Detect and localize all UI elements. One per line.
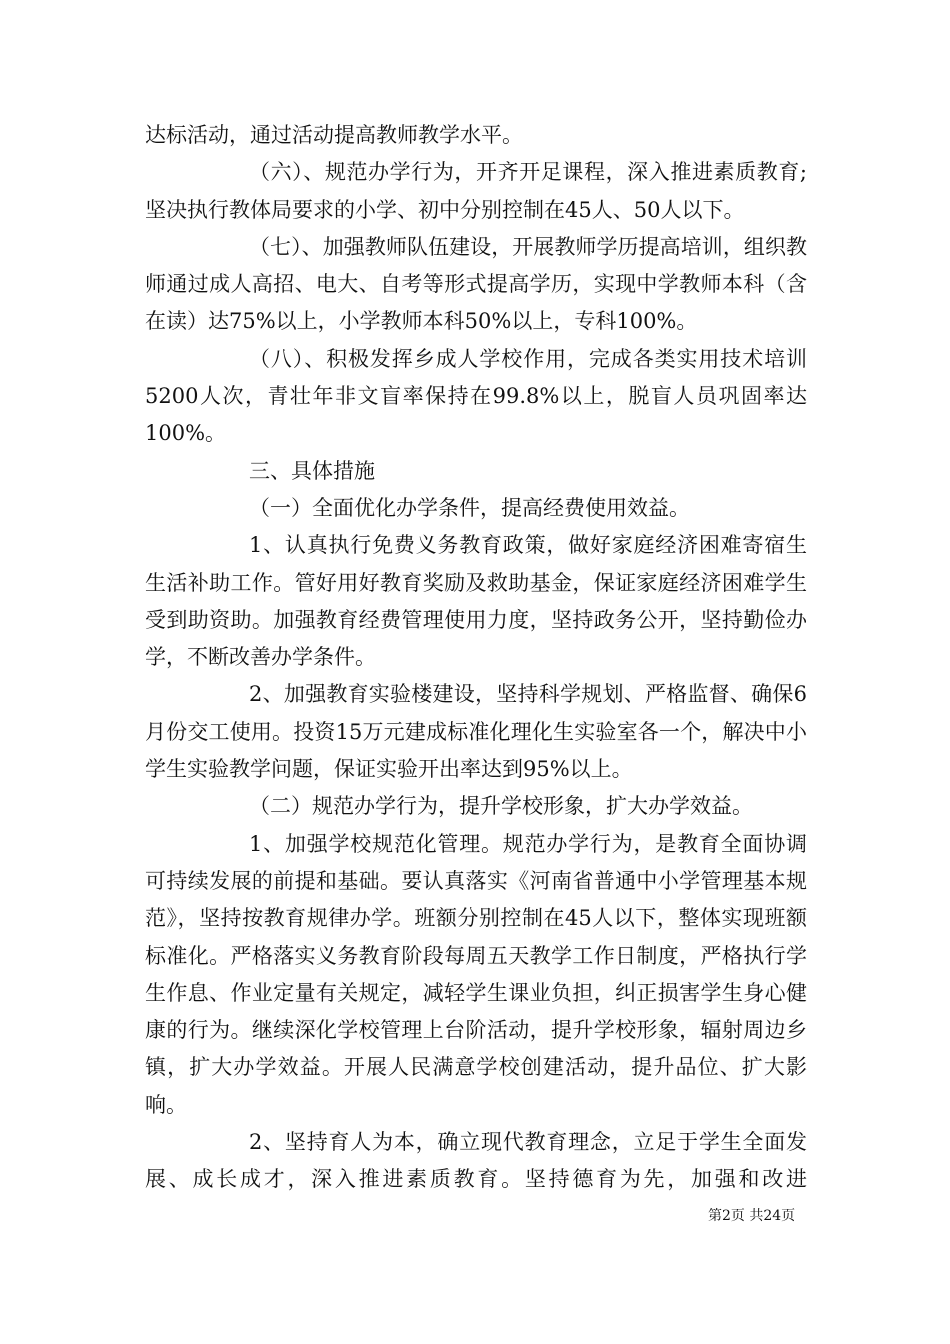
subsection-heading-1: （一）全面优化办学条件，提高经费使用效益。 — [249, 495, 690, 520]
section-heading: 三、具体措施 — [249, 458, 375, 483]
document-body — [145, 117, 807, 1199]
paragraph-4: （八）、积极发挥乡成人学校作用，完成各类实用技术培训5200人次，青壮年非文盲率保持在99.8%以上，脱盲人员巩固率达100%。 — [145, 346, 807, 446]
subsection-heading-2: （二）规范办学行为，提升学校形象，扩大办学效益。 — [249, 794, 753, 819]
paragraph-8: 2、坚持育人为本，确立现代教育理念，立足于学生全面发展、成长成才，深入推进素质教育。坚持德育为先，加强和改进 — [145, 1130, 807, 1192]
page-number: 第2页 共24页 — [708, 1208, 796, 1224]
paragraph-3: （七）、加强教师队伍建设，开展教师学历提高培训，组织教师通过成人高招、电大、自考等形式提高学历，实现中学教师本科（含在读）达75%以上，小学教师本科50%以上，专科100%。 — [145, 234, 807, 334]
paragraph-2: （六）、规范办学行为，开齐开足课程，深入推进素质教育;坚决执行教体局要求的小学、初中分别控制在45人、50人以下。 — [145, 160, 807, 222]
paragraph-7: 1、加强学校规范化管理。规范办学行为，是教育全面协调可持续发展的前提和基础。要认真落实《河南省普通中小学管理基本规范》，坚持按教育规律办学。班额分别控制在45人以下，整体实现班额标准化。严格落实义务教育阶段每周五天教学工作日制度，严格执行学生作息、作业定量有关规定，减轻学生课业负担，纠正损害学生身心健康的行为。继续深化学校管理上台阶活动，提升学校形象，辐射周边乡镇，扩大办学效益。开展人民满意学校创建活动，提升品位、扩大影响。 — [145, 831, 807, 1117]
paragraph-6: 2、加强教育实验楼建设，坚持科学规划、严格监督、确保6月份交工使用。投资15万元建成标准化理化生实验室各一个，解决中小学生实验教学问题，保证实验开出率达到95%以上。 — [145, 682, 807, 782]
paragraph-5: 1、认真执行免费义务教育政策，做好家庭经济困难寄宿生生活补助工作。管好用好教育奖励及救助基金，保证家庭经济困难学生受到助资助。加强教育经费管理使用力度，坚持政务公开，坚持勤俭办学，不断改善办学条件。 — [145, 533, 807, 670]
paragraph-1: 达标活动，通过活动提高教师教学水平。 — [145, 123, 523, 147]
